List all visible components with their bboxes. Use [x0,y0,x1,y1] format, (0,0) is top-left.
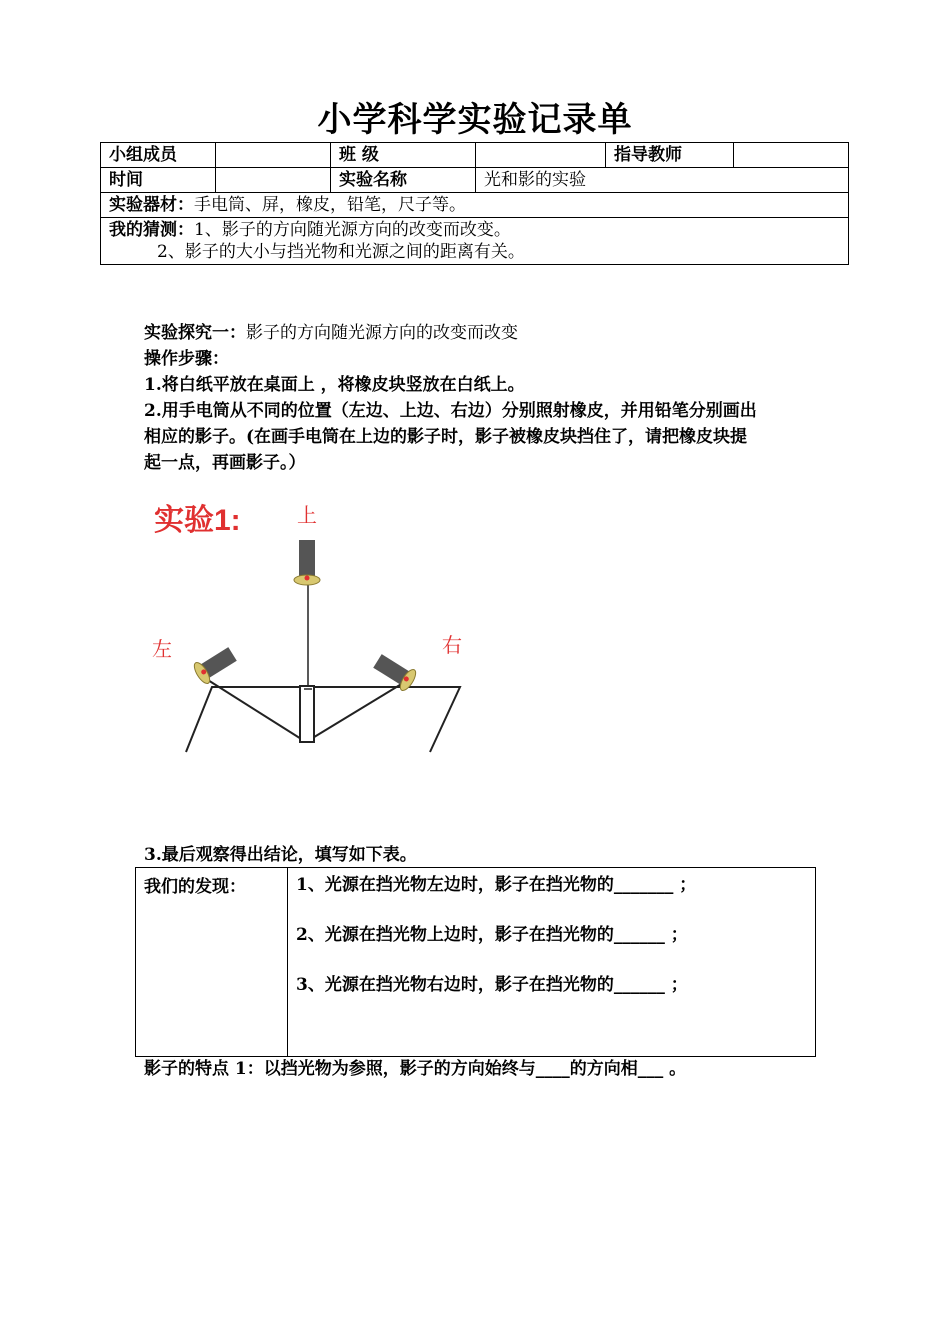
finding-1: 1、光源在挡光物左边时，影子在挡光物的_______ ； [296,875,697,895]
page-title: 小学科学实验记录单 [317,100,633,140]
finding-3: 3、光源在挡光物右边时，影子在挡光物的______ ； [296,975,688,995]
ray-left [200,675,306,742]
flashlight-left-icon [191,644,238,686]
teacher-label: 指导教师 [606,143,734,168]
finding-2: 2、光源在挡光物上边时，影子在挡光物的______ ； [296,925,688,945]
eraser-block [300,686,314,742]
table-row [101,193,849,218]
materials-label: 实验器材： [109,195,194,215]
shadow-feature: 影子的特点 1：以挡光物为参照，影子的方向始终与____的方向相___ 。 [144,1059,687,1079]
step-2-line-3: 起一点，再画影子。） [144,453,306,473]
exp-name-value: 光和影的实验 [476,168,849,193]
label-left: 左 [152,637,172,661]
table-row [136,868,816,1057]
flashlight-top-icon [294,540,320,585]
label-top: 上 [297,503,317,527]
group-label: 小组成员 [101,143,216,168]
inquiry-heading-label: 实验探究一： [144,323,246,343]
step-2-line-2: 相应的影子。(在画手电筒在上边的影子时，影子被橡皮块挡住了，请把橡皮块提 [144,427,748,447]
step-1: 1.将白纸平放在桌面上 ，将橡皮块竖放在白纸上。 [144,375,525,395]
info-table [100,142,849,265]
experiment-figure [140,490,480,760]
ray-right [306,680,408,742]
findings-cell[interactable] [288,868,816,1057]
guess-1: 1、影子的方向随光源方向的改变而改变。 [194,220,511,240]
table-row [101,218,849,265]
time-label: 时间 [101,168,216,193]
step-3: 3.最后观察得出结论，填写如下表。 [144,845,417,865]
steps-label: 操作步骤： [144,349,229,369]
findings-label: 我们的发现： [136,868,288,1057]
step-2-line-1: 2.用手电筒从不同的位置（左边、上边、右边）分别照射橡皮，并用铅笔分别画出 [144,401,757,421]
time-field[interactable] [216,168,331,193]
guess-row [101,218,849,265]
guess-2: 2、影子的大小与挡光物和光源之间的距离有关。 [157,242,525,262]
guess-label: 我的猜测： [109,220,194,240]
materials-row [101,193,849,218]
table-row [101,143,849,168]
materials-value: 手电筒、屏，橡皮，铅笔，尺子等。 [194,195,466,215]
inquiry-section [144,320,824,476]
figure-title: 实验1: [154,504,241,537]
exp-name-label: 实验名称 [331,168,476,193]
inquiry-heading-text: 影子的方向随光源方向的改变而改变 [246,323,518,343]
group-field[interactable] [216,143,331,168]
class-label: 班 级 [331,143,476,168]
table-row [101,168,849,193]
paper-sheet [186,687,460,752]
label-right: 右 [442,633,462,657]
teacher-field[interactable] [734,143,849,168]
findings-table [135,867,816,1057]
class-field[interactable] [476,143,606,168]
